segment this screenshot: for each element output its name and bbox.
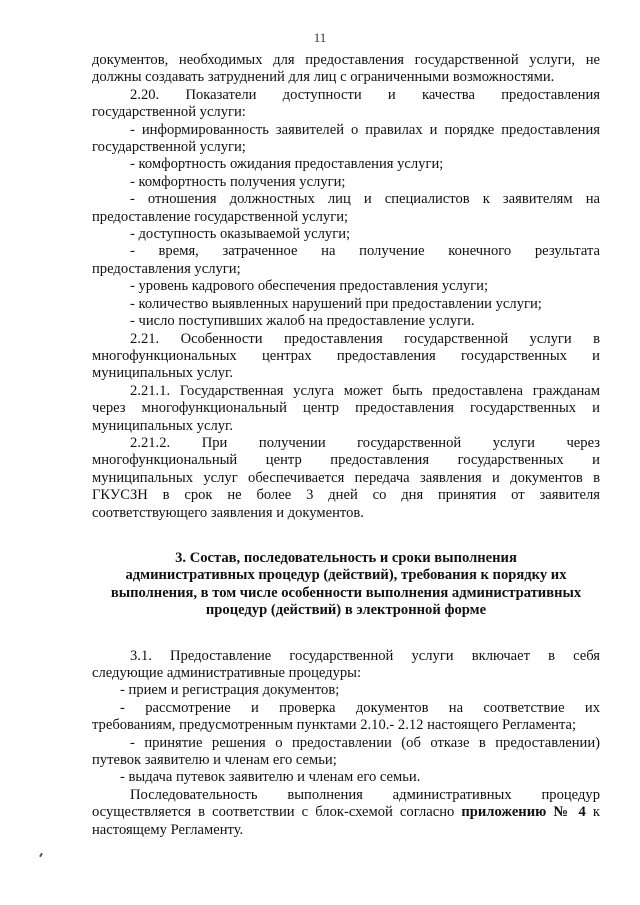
text-line: предоставление государственной услуги; [92,208,349,225]
page-number: 11 [313,30,327,45]
section-heading: административных процедур (действий), требования к порядку их [125,567,567,584]
text-run: осуществляется в соответствии с блок-схемой согласно [92,804,455,821]
text-line [92,804,600,821]
document-body [92,52,600,839]
list-item: - доступность оказываемой услуги; [130,226,351,243]
text-line: муниципальных услуг обеспечивается передача заявления и документов в [92,469,600,486]
section-heading: выполнения, в том числе особенности выполнения административных [110,584,582,601]
paragraph-2-20: 2.20. Показатели доступности и качества предоставления [130,86,600,103]
text-line: многофункциональных центрах предоставления государственных и [92,347,600,364]
text-line: государственной услуги: [92,104,246,121]
paragraph-2-21-1: 2.21.1. Государственная услуга может быть предоставлена гражданам [130,382,600,399]
text-line: должны создавать затруднений для лиц с ограниченными возможностями. [92,69,555,86]
list-item: - комфортность получения услуги; [130,173,346,190]
paragraph-3-1: 3.1. Предоставление государственной услуги включает в себя [130,647,600,664]
list-item: - уровень кадрового обеспечения предоставления услуги; [130,278,489,295]
text-line: муниципальных услуг. [92,365,234,382]
scan-mark [39,853,43,857]
text-line: следующие административные процедуры: [92,665,362,681]
text-line: муниципальных услуг. [92,417,234,434]
paragraph-2-21: 2.21. Особенности предоставления государственной услуги в [130,330,600,347]
text-line: документов, необходимых для предоставления государственной услуги, не [92,52,600,68]
section-heading: процедур (действий) в электронной форме [205,602,487,619]
text-line: требованиям, предусмотренным пунктами 2.10.- 2.12 настоящего Регламента; [92,717,577,734]
list-item: - выдача путевок заявителю и членам его семьи. [120,769,421,786]
text-line: через многофункциональный центр предоставления государственных и [92,400,600,417]
paragraph-final: Последовательность выполнения административных процедур [130,786,600,803]
text-line: соответствующего заявления и документов. [92,504,364,521]
text-line: ГКУСЗН в срок не более 3 дней со дня принятия от заявителя [92,487,600,504]
list-item: - количество выявленных нарушений при предоставлении услуги; [130,295,542,312]
list-item: - отношения должностных лиц и специалистов к заявителям на [130,191,600,208]
paragraph-2-21-2: 2.21.2. При получении государственной услуги через [130,434,600,451]
text-line: многофункциональный центр предоставления государственных и [92,452,600,469]
section-heading: 3. Состав, последовательность и сроки выполнения [175,549,517,566]
appendix-reference: приложению № 4 [461,804,586,821]
list-item: - время, затраченное на получение конечного результата [130,243,600,260]
text-run: к [592,804,600,821]
text-line: настоящему Регламенту. [92,821,244,838]
list-item: - информированность заявителей о правилах и порядке предоставления [130,121,600,138]
list-item: - число поступивших жалоб на предоставление услуги. [130,313,475,330]
list-item: - прием и регистрация документов; [120,682,340,699]
list-item: - комфортность ожидания предоставления услуги; [130,156,444,173]
list-item: - принятие решения о предоставлении (об отказе в предоставлении) [130,734,600,751]
text-line: предоставления услуги; [92,260,241,277]
text-line: путевок заявителю и членам его семьи; [92,752,337,769]
text-line: государственной услуги; [92,139,246,156]
list-item: - рассмотрение и проверка документов на соответствие их [120,699,600,716]
